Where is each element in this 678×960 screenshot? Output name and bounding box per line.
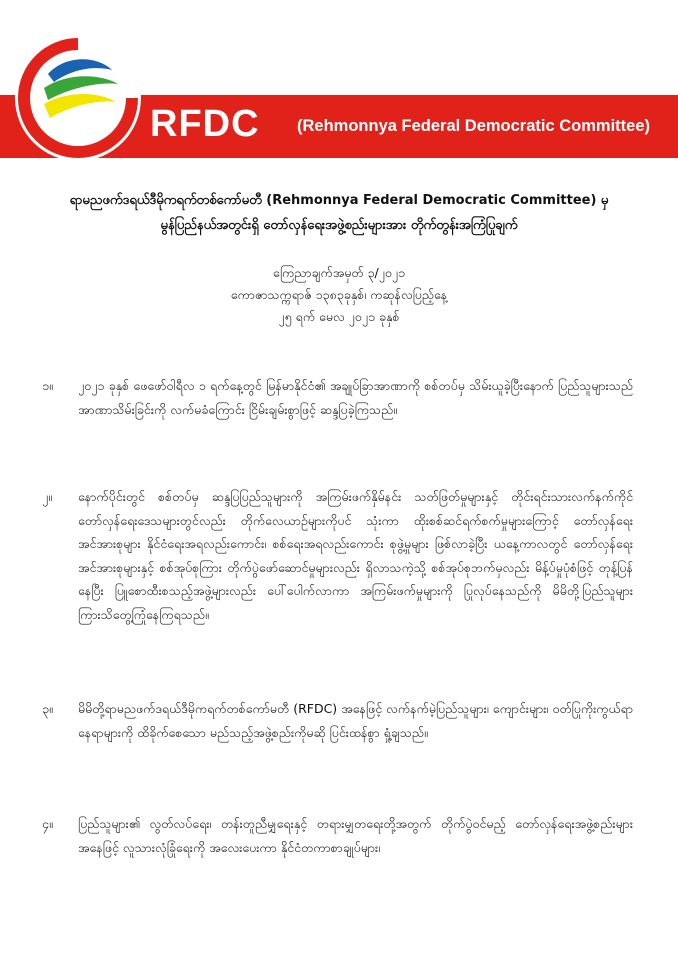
statement-meta	[0, 262, 678, 328]
paragraph-number: ၂။	[42, 489, 52, 504]
org-abbreviation: RFDC	[150, 103, 260, 145]
paragraph-1	[42, 374, 633, 421]
letterhead	[0, 0, 678, 165]
statement-date-myanmar: ကောဇာသက္ကရာဇ် ၁၃၈၃ခုနှစ်၊ ကဆုန်လပြည့်နေ့	[230, 287, 448, 302]
paragraph-text: ပြည်သူများ၏ လွတ်လပ်ရေး၊ တန်းတူညီမျှရေးနှင့် တရားမျှတရေးတို့အတွက် တိုက်ပွဲဝင်မည့် တော်လှန်ရေးအဖွဲ့စည်းများအနေဖြင့် လူသားလုံခြုံရေးကို အလေးပေးကာ နိုင်ငံတကာစာချုပ်များ၊	[78, 816, 633, 855]
paragraph-3	[42, 697, 633, 744]
statement-date: ၂၅ ရက် မေလ ၂၀၂၁ ခုနှစ်	[278, 309, 400, 324]
paragraph-4	[42, 812, 633, 859]
paragraph-number: ၄။	[42, 816, 53, 831]
paragraph-2	[42, 485, 633, 626]
paragraph-number: ၁။	[42, 378, 53, 393]
document-title	[0, 188, 678, 238]
rfdc-logo-icon	[14, 34, 142, 162]
org-full-name: (Rehmonnya Federal Democratic Committee)	[297, 117, 651, 135]
statement-number: ကြေညာချက်အမှတ် ၃/၂၀၂၁	[272, 265, 406, 280]
title-line-2: မွန်ပြည်နယ်အတွင်းရှိ တော်လှန်ရေးအဖွဲ့စည်းများအား တိုက်တွန်းအကြံပြုချက်	[160, 218, 518, 233]
title-line-1: ရာမညဖက်ဒရယ်ဒီမိုကရက်တစ်ကော်မတီ (Rehmonnya Federal Democratic Committee) မှ	[69, 193, 609, 208]
paragraph-text: မိမိတို့ရာမညဖက်ဒရယ်ဒီမိုကရက်တစ်ကော်မတီ (RFDC) အနေဖြင့် လက်နက်မဲ့ပြည်သူများ၊ ကျောင်းများ၊ ဝတ်ပြုကိုးကွယ်ရာနေရာများကို ထိခိုက်စေသော မည်သည့်အဖွဲ့စည်းကိုမဆို ပြင်းထန်စွာ ရှုံ့ချသည်။	[78, 701, 633, 740]
paragraph-text: နောက်ပိုင်းတွင် စစ်တပ်မှ ဆန္ဒပြပြည်သူများကို အကြမ်းဖက်နှိမ်နင်း သတ်ဖြတ်မှုများနှင့် တိုင်းရင်းသားလက်နက်ကိုင်တော်လှန်ရေးဒေသများတွင်လည်း တိုက်လေယာဉ်များကိုပင် သုံးကာ ထိုးစစ်ဆင်ရက်စက်မှုများကြောင့် တော်လှန်ရေးအင်အားစုများ နိုင်ငံရေးအရလည်းကောင်း၊ စစ်ရေးအရလည်းကောင်း စုဖွဲ့မှုများ ဖြစ်လာခဲ့ပြီး ယနေ့ကာလတွင် တော်လှန်ရေးအင်အားစုများနှင့် စစ်အုပ်စုကြား တိုက်ပွဲဖော်ဆောင်မှုများလည်း ရှိလာသကဲ့သို့ စစ်အုပ်စုဘက်မှလည်း မိန့်ပ်မှုပုံစံဖြင့် တုန့်ပြန်နေပြီး ပြူစောထီးစသည့်အဖွဲ့များလည်း ပေါ်ပေါက်လာကာ အကြမ်းဖက်မှုများကို ပြုလုပ်နေသည်ကို မိမိတို့ပြည်သူများ ကြားသိတွေ့ကြုံနေကြရသည်။	[78, 489, 633, 622]
paragraph-number: ၃။	[42, 701, 53, 716]
paragraph-text: ၂၀၂၁ ခုနှစ် ဖေဖော်ဝါရီလ ၁ ရက်နေ့တွင် မြန်မာနိုင်ငံ၏ အချုပ်ခြာအာဏာကို စစ်တပ်မှ သိမ်းယူခဲ့ပြီးနောက် ပြည်သူများသည် အာဏာသိမ်းခြင်းကို လက်မခံကြောင်း ငြိမ်းချမ်းစွာဖြင့် ဆန္ဒပြခဲ့ကြသည်။	[78, 378, 633, 417]
